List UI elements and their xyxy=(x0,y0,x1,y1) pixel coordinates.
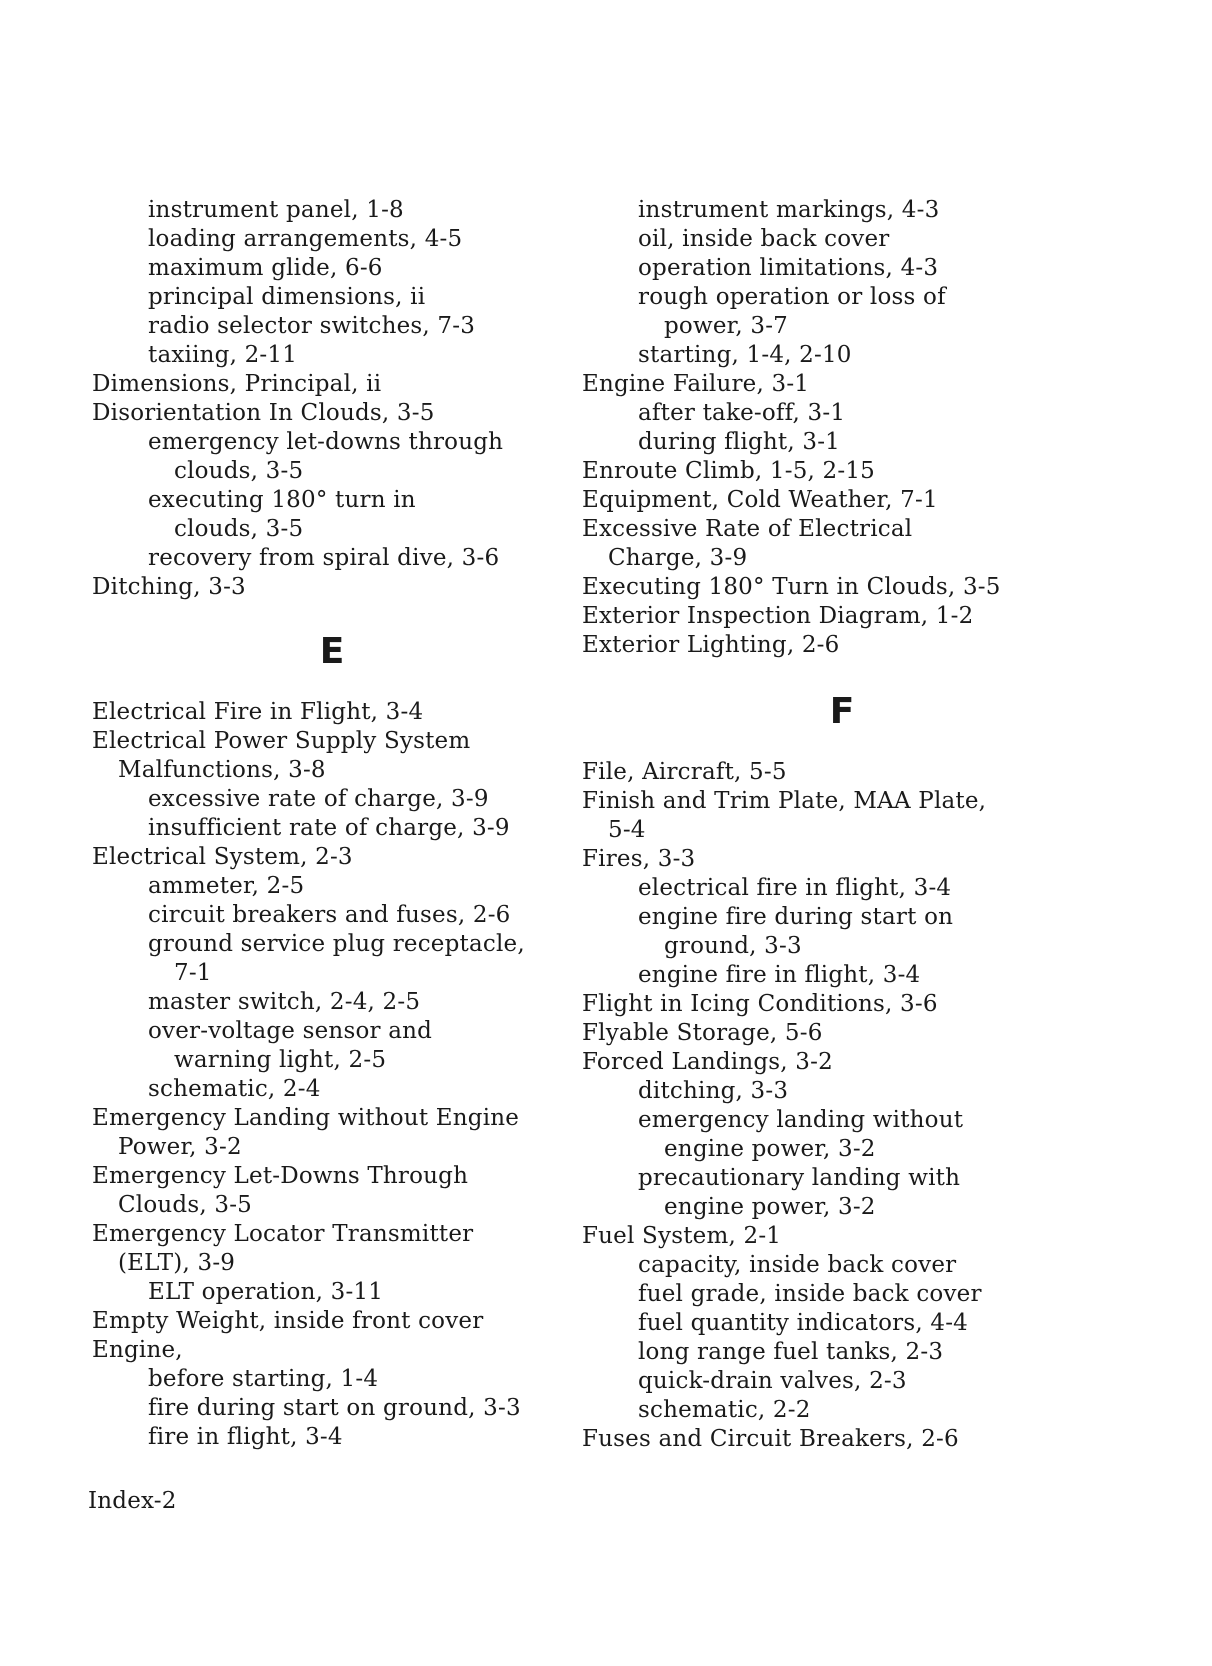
index-subentry: recovery from spiral dive, 3-6 xyxy=(148,545,500,571)
index-subentry: engine fire in flight, 3-4 xyxy=(638,962,921,988)
index-entry: Excessive Rate of Electrical xyxy=(582,516,913,542)
index-entry: Exterior Lighting, 2-6 xyxy=(582,632,840,658)
index-subentry: emergency let-downs through xyxy=(148,429,504,455)
index-subentry: ELT operation, 3-11 xyxy=(148,1279,384,1305)
index-entry: Fuel System, 2-1 xyxy=(582,1223,782,1249)
index-subentry: ground, 3-3 xyxy=(664,933,802,959)
index-subentry: oil, inside back cover xyxy=(638,226,890,252)
index-subentry: schematic, 2-4 xyxy=(148,1076,321,1102)
index-entry: Enroute Climb, 1-5, 2-15 xyxy=(582,458,876,484)
index-entry: Charge, 3-9 xyxy=(608,545,748,571)
page-number: Index-2 xyxy=(88,1488,177,1514)
index-block-f xyxy=(582,758,1102,1454)
index-subentry: starting, 1-4, 2-10 xyxy=(638,342,852,368)
index-entry: Empty Weight, inside front cover xyxy=(92,1308,484,1334)
index-subentry: schematic, 2-2 xyxy=(638,1397,811,1423)
index-entry: Ditching, 3-3 xyxy=(92,574,246,600)
index-block-e xyxy=(92,698,572,1452)
index-entry: Electrical Power Supply System xyxy=(92,728,471,754)
index-entry: Electrical System, 2-3 xyxy=(92,844,353,870)
index-subentry: before starting, 1-4 xyxy=(148,1366,379,1392)
index-subentry: rough operation or loss of xyxy=(638,284,946,310)
index-entry: Exterior Inspection Diagram, 1-2 xyxy=(582,603,974,629)
index-entry: File, Aircraft, 5-5 xyxy=(582,759,787,785)
index-entry: (ELT), 3-9 xyxy=(118,1250,236,1276)
index-subentry: precautionary landing with xyxy=(638,1165,961,1191)
index-entry: Engine Failure, 3-1 xyxy=(582,371,810,397)
index-subentry: instrument panel, 1-8 xyxy=(148,197,404,223)
section-heading-f: F xyxy=(829,691,855,732)
index-entry: Emergency Locator Transmitter xyxy=(92,1221,474,1247)
index-entry: Dimensions, Principal, ii xyxy=(92,371,382,397)
index-subentry: fire during start on ground, 3-3 xyxy=(148,1395,521,1421)
index-subentry: electrical fire in flight, 3-4 xyxy=(638,875,952,901)
index-subentry: instrument markings, 4-3 xyxy=(638,197,940,223)
index-subentry: quick-drain valves, 2-3 xyxy=(638,1368,907,1394)
index-subentry: executing 180° turn in xyxy=(148,487,416,513)
index-subentry: fuel grade, inside back cover xyxy=(638,1281,982,1307)
index-subentry: during flight, 3-1 xyxy=(638,429,840,455)
index-column-left xyxy=(92,196,572,1452)
index-entry: Fuses and Circuit Breakers, 2-6 xyxy=(582,1426,959,1452)
index-subentry: engine power, 3-2 xyxy=(664,1194,876,1220)
index-entry: Engine, xyxy=(92,1337,183,1363)
index-entry: Clouds, 3-5 xyxy=(118,1192,253,1218)
index-subentry: ditching, 3-3 xyxy=(638,1078,789,1104)
index-subentry: engine fire during start on xyxy=(638,904,954,930)
index-entry: Emergency Landing without Engine xyxy=(92,1105,520,1131)
index-subentry: master switch, 2-4, 2-5 xyxy=(148,989,421,1015)
index-subentry: emergency landing without xyxy=(638,1107,964,1133)
index-subentry: principal dimensions, ii xyxy=(148,284,426,310)
index-block-e-continued xyxy=(582,196,1102,660)
index-subentry: maximum glide, 6-6 xyxy=(148,255,383,281)
index-subentry: circuit breakers and fuses, 2-6 xyxy=(148,902,511,928)
index-entry: Fires, 3-3 xyxy=(582,846,696,872)
index-entry: Equipment, Cold Weather, 7-1 xyxy=(582,487,938,513)
index-subentry: 7-1 xyxy=(174,960,212,986)
index-block-d-continued xyxy=(92,196,572,602)
index-subentry: insufficient rate of charge, 3-9 xyxy=(148,815,510,841)
index-subentry: clouds, 3-5 xyxy=(174,458,304,484)
index-subentry: operation limitations, 4-3 xyxy=(638,255,939,281)
index-entry: Forced Landings, 3-2 xyxy=(582,1049,833,1075)
index-subentry: radio selector switches, 7-3 xyxy=(148,313,476,339)
index-entry: Emergency Let-Downs Through xyxy=(92,1163,469,1189)
index-entry: Power, 3-2 xyxy=(118,1134,242,1160)
index-entry: Flight in Icing Conditions, 3-6 xyxy=(582,991,938,1017)
index-subentry: capacity, inside back cover xyxy=(638,1252,957,1278)
index-subentry: power, 3-7 xyxy=(664,313,788,339)
index-subentry: ground service plug receptacle, xyxy=(148,931,525,957)
index-entry: Disorientation In Clouds, 3-5 xyxy=(92,400,435,426)
index-subentry: after take-off, 3-1 xyxy=(638,400,846,426)
index-subentry: engine power, 3-2 xyxy=(664,1136,876,1162)
index-entry: Flyable Storage, 5-6 xyxy=(582,1020,823,1046)
section-heading-e: E xyxy=(319,631,345,672)
index-entry: Finish and Trim Plate, MAA Plate, xyxy=(582,788,987,814)
index-subentry: clouds, 3-5 xyxy=(174,516,304,542)
index-subentry: ammeter, 2-5 xyxy=(148,873,305,899)
index-entry: Executing 180° Turn in Clouds, 3-5 xyxy=(582,574,1001,600)
index-subentry: fuel quantity indicators, 4-4 xyxy=(638,1310,969,1336)
index-subentry: fire in flight, 3-4 xyxy=(148,1424,343,1450)
index-subentry: excessive rate of charge, 3-9 xyxy=(148,786,489,812)
index-column-right xyxy=(582,196,1102,1454)
index-entry: Malfunctions, 3-8 xyxy=(118,757,326,783)
index-entry: Electrical Fire in Flight, 3-4 xyxy=(92,699,424,725)
index-subentry: over-voltage sensor and xyxy=(148,1018,433,1044)
index-subentry: long range fuel tanks, 2-3 xyxy=(638,1339,944,1365)
index-subentry: taxiing, 2-11 xyxy=(148,342,298,368)
index-entry: 5-4 xyxy=(608,817,646,843)
index-subentry: loading arrangements, 4-5 xyxy=(148,226,463,252)
index-subentry: warning light, 2-5 xyxy=(174,1047,387,1073)
